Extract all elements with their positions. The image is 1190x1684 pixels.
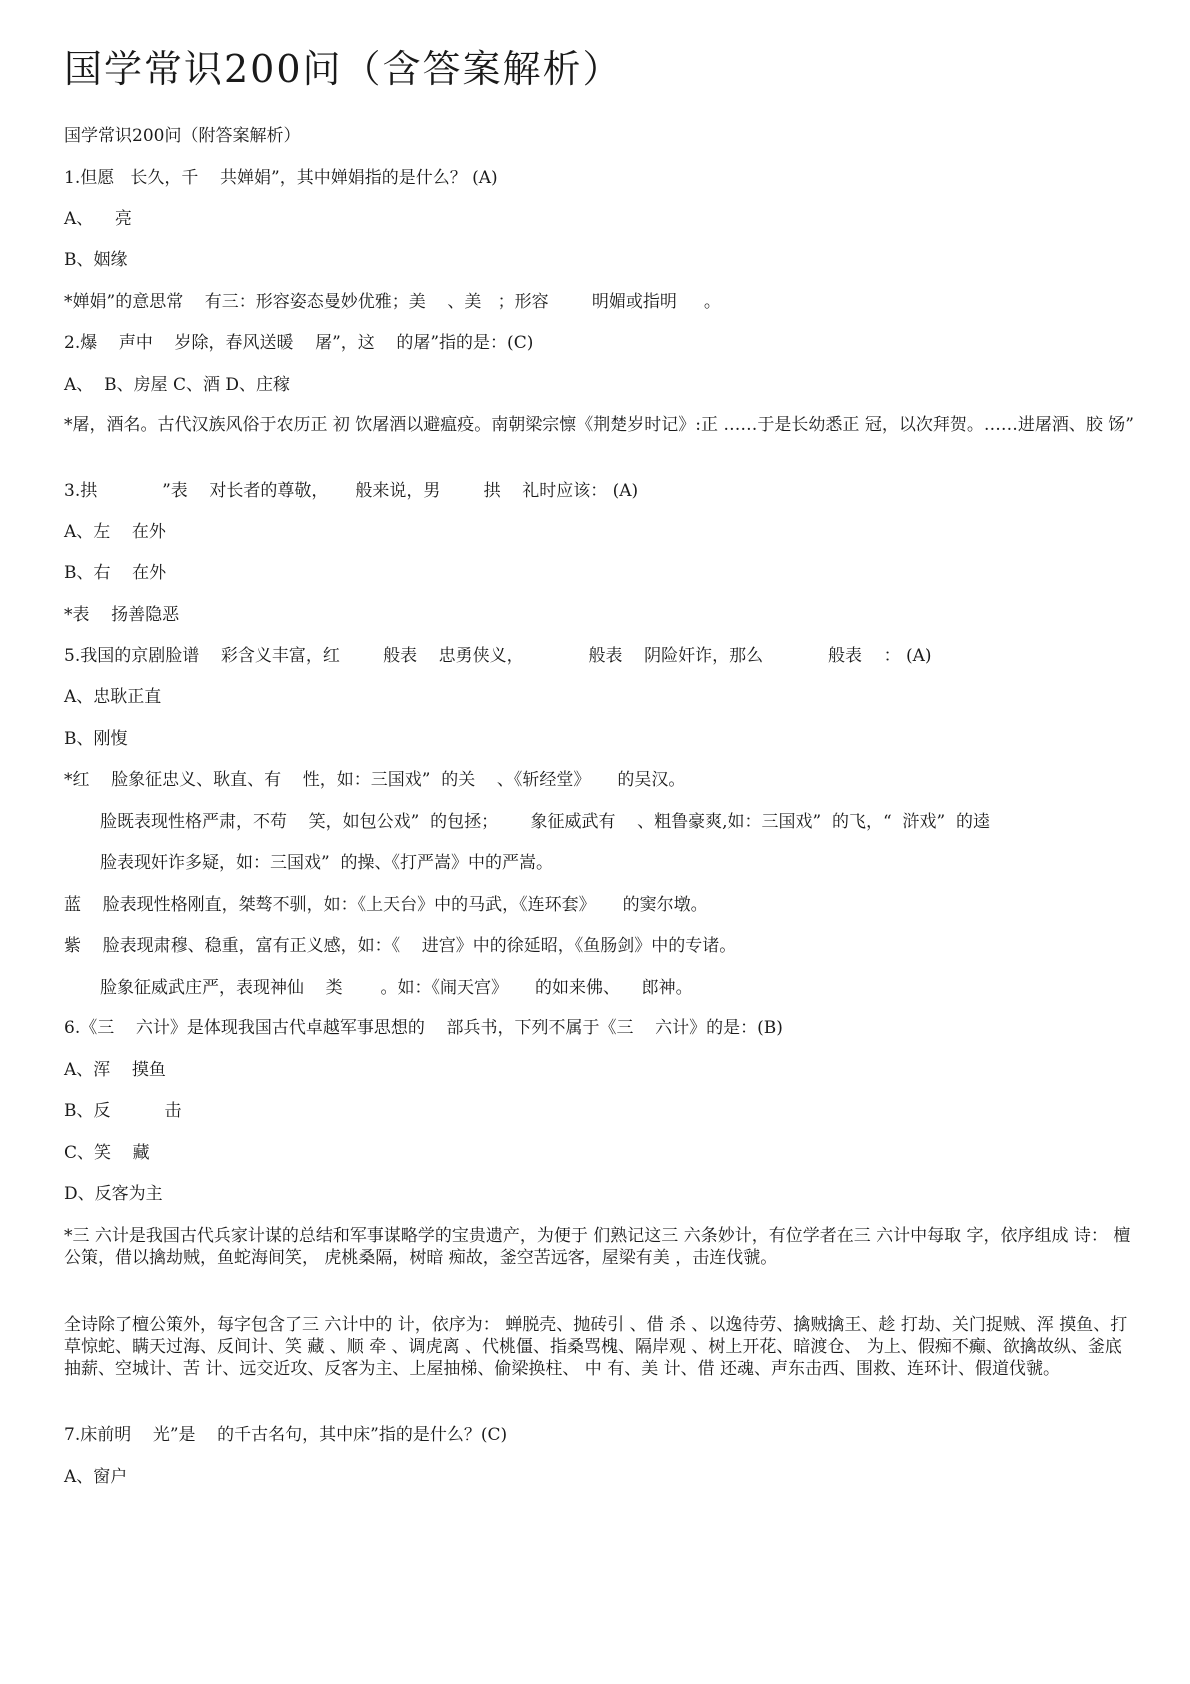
question-2: 2.爆 声中 岁除，春风送暖 屠”，这 的屠”指的是：(C)	[64, 333, 534, 353]
question-5: 5.我国的京剧脸谱 彩含义丰富，红 般表 忠勇侠义， 般表 阴险奸诈，那么 般表 ： (A)	[64, 646, 932, 666]
option-b: B、反 击	[64, 1101, 182, 1121]
option-a: A、 亮	[64, 209, 132, 229]
option-a: A、忠耿正直	[64, 687, 162, 707]
explanation-3: *表 扬善隐恶	[64, 605, 180, 625]
option-a: A、左 在外	[64, 522, 166, 542]
option-d: D、反客为主	[64, 1184, 163, 1204]
explanation-1: *婵娟”的意思常 有三：形容姿态曼妙优雅；美 、美 ；形容 明媚或指明 。	[64, 292, 721, 312]
question-6: 6.《三 六计》是体现我国古代卓越军事思想的 部兵书，下列不属于《三 六计》的是：(B)	[64, 1018, 783, 1038]
explanation-5-line: 脸表现奸诈多疑，如：三国戏” 的操、《打严嵩》中的严嵩。	[100, 853, 553, 873]
option-b: B、右 在外	[64, 563, 167, 583]
question-7: 7.床前明 光”是 的千古名句，其中床”指的是什么？(C)	[64, 1425, 508, 1445]
explanation-6-list: 全诗除了檀公策外，每字包含了三 六计中的 计，依序为： 蝉脱壳、抛砖引 、借 杀 、以逸待劳、擒贼擒王、趁 打劫、关门捉贼、浑 摸鱼、打草惊蛇、瞒天过海、反间计、笑 藏 、顺 牵 、调虎离 、代桃僵、指桑骂槐、隔岸观 、树上开花、暗渡仓、 为上、假痴不癫、欲擒故纵、釜底抽薪、空城计、苦 计、远交近攻、反客为主、上屋抽梯、偷梁换柱、 中 有、美 计、借 还魂、声东击西、围救、连环计、假道伐虢。	[64, 1315, 1128, 1379]
explanation-6: *三 六计是我国古代兵家计谋的总结和军事谋略学的宝贵遗产，为便于 们熟记这三 六条妙计，有位学者在三 六计中每取 字，依序组成 诗： 檀公策，借以擒劫贼，鱼蛇海间笑， 虎桃桑隔，树暗 痴故，釜空苦远客，屋梁有美 ，击连伐虢。	[64, 1226, 1131, 1268]
option-c: C、笑 藏	[64, 1143, 150, 1163]
option-a: A、浑 摸鱼	[64, 1060, 166, 1080]
question-1: 1.但愿 长久，千 共婵娟”，其中婵娟指的是什么？ (A)	[64, 168, 498, 188]
explanation-5-line: 紫 脸表现肃穆、稳重，富有正义感，如：《 进宫》中的徐延昭，《鱼肠剑》中的专诸。	[64, 936, 737, 956]
explanation-2: *屠，酒名。古代汉族风俗于农历正 初 饮屠酒以避瘟疫。南朝梁宗懔《荆楚岁时记》:正 ……于是长幼悉正 冠，以次拜贺。……进屠酒、胶 饧”	[64, 415, 1134, 435]
options-2: A、 B、房屋 C、酒 D、庄稼	[64, 375, 291, 395]
explanation-5-line: 蓝 脸表现性格刚直，桀骜不驯，如：《上天台》中的马武，《连环套》 的窦尔墩。	[64, 895, 708, 915]
question-3: 3.拱 ”表 对长者的尊敬， 般来说，男 拱 礼时应该： (A)	[64, 481, 639, 501]
option-b: B、刚愎	[64, 729, 128, 749]
explanation-5-line: 脸既表现性格严肃，不苟 笑，如包公戏” 的包拯； 象征威武有 、粗鲁豪爽,如：三国戏” 的飞，“ 浒戏” 的逵	[100, 812, 991, 832]
option-a: A、窗户	[64, 1467, 128, 1487]
explanation-5-line: 脸象征威武庄严，表现神仙 类 。如：《闹天宫》 的如来佛、 郎神。	[100, 978, 693, 998]
subtitle: 国学常识200问（附答案解析）	[64, 126, 301, 146]
document-title: 国学常识200问（含答案解析）	[64, 47, 623, 91]
option-b: B、姻缘	[64, 250, 128, 270]
explanation-5: *红 脸象征忠义、耿直、有 性，如：三国戏” 的关 、《斩经堂》 的吴汉。	[64, 770, 686, 790]
